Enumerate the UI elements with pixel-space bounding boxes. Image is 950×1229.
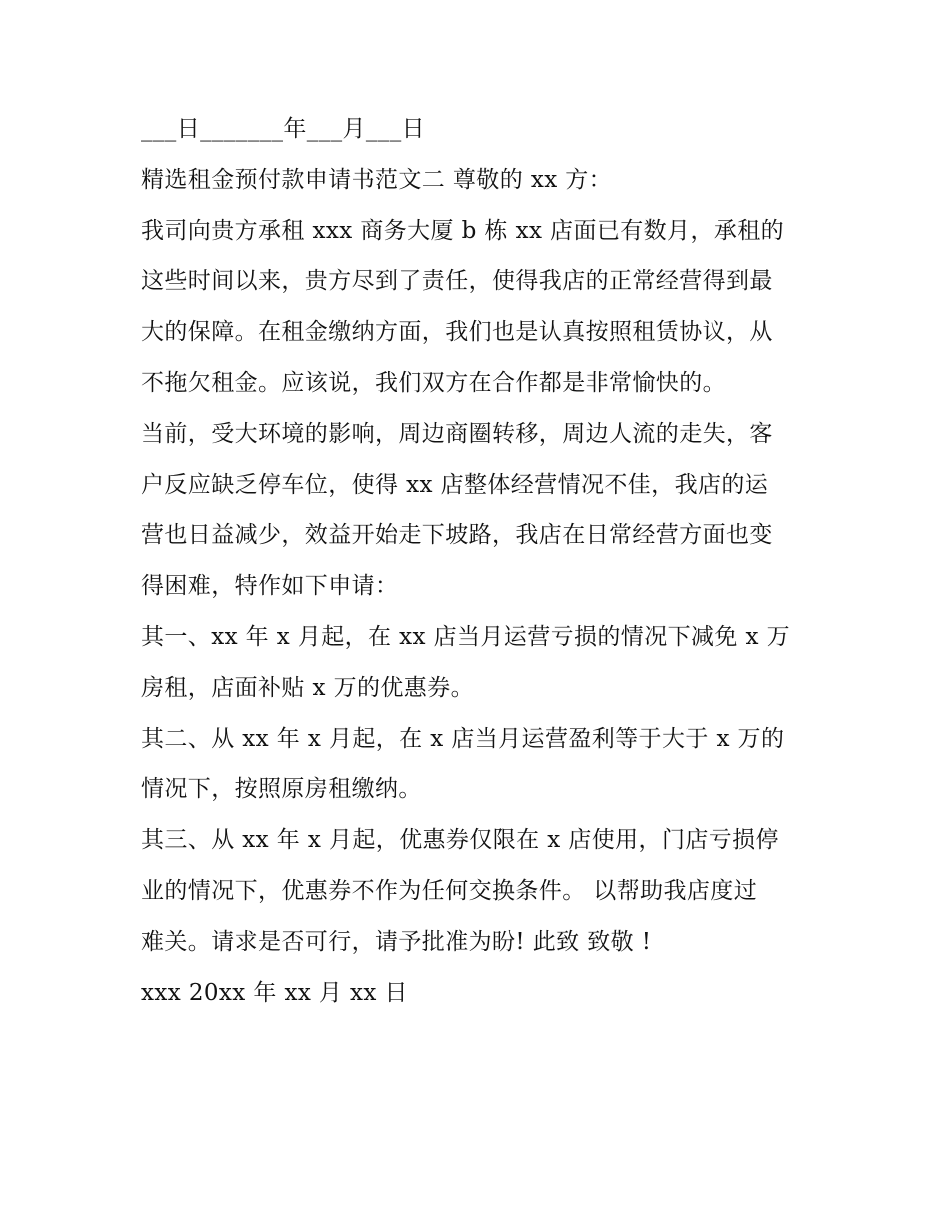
paragraph-line: 我司向贵方承租 xxx 商务大厦 b 栋 xx 店面已有数月，承租的 [141,217,785,244]
paragraph-line: 营也日益减少，效益开始走下坡路，我店在日常经营方面也变 [141,522,773,549]
request-item-line: 情况下，按照原房租缴纳。 [141,776,422,803]
paragraph-line: 户反应缺乏停车位，使得 xx 店整体经营情况不佳，我店的运 [141,471,769,498]
paragraph-line: 这些时间以来，贵方尽到了责任，使得我店的正常经营得到最 [141,268,773,295]
signature-date-line: xxx 20xx 年 xx 月 xx 日 [141,979,408,1006]
request-item-line: 其一、xx 年 x 月起，在 xx 店当月运营亏损的情况下减免 x 万 [141,623,791,650]
request-item-line: 房租，店面补贴 x 万的优惠券。 [141,674,474,701]
paragraph-line: 得困难，特作如下申请： [141,573,399,600]
request-item-line: 其三、从 xx 年 x 月起，优惠券仅限在 x 店使用，门店亏损停 [141,827,779,854]
paragraph-line: 当前，受大环境的影响，周边商圈转移，周边人流的走失，客 [141,420,773,447]
request-item-line: 其二、从 xx 年 x 月起，在 x 店当月运营盈利等于大于 x 万的 [141,725,785,752]
title-salutation-line: 精选租金预付款申请书范文二 尊敬的 xx 方： [141,166,613,193]
document-body [141,104,821,1018]
closing-line: 难关。请求是否可行，请予批准为盼! 此致 致敬 ! [141,928,652,955]
paragraph-line: 不拖欠租金。应该说，我们双方在合作都是非常愉快的。 [141,369,726,396]
paragraph-line: 大的保障。在租金缴纳方面，我们也是认真按照租赁协议，从 [141,319,773,346]
date-line: ___日_______年___月___日 [141,116,425,142]
request-item-line: 业的情况下，优惠券不作为任何交换条件。 以帮助我店度过 [141,877,758,904]
